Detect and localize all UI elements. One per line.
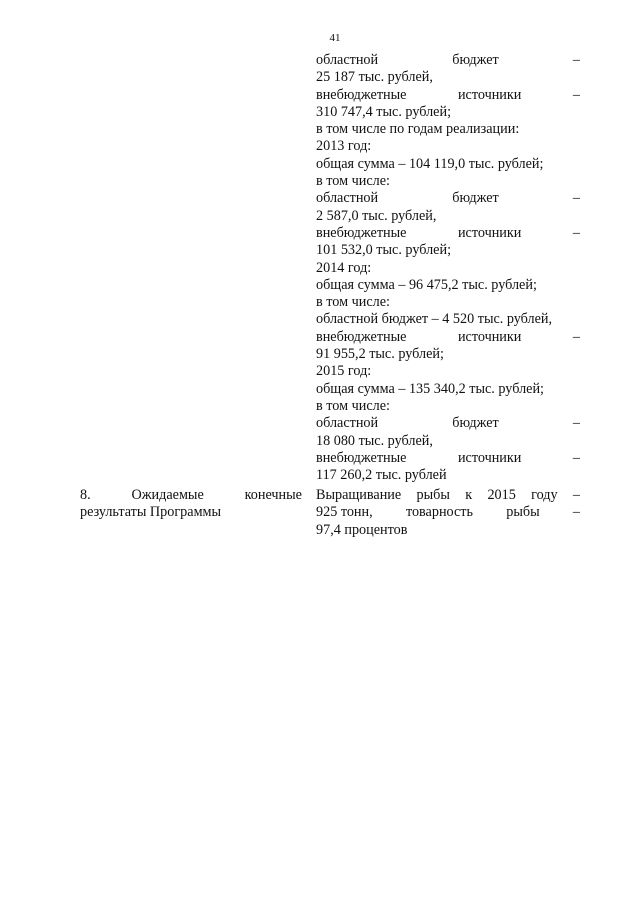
text-fragment: 2015 <box>487 487 516 503</box>
financing-line <box>316 277 580 294</box>
item-8-value-line <box>316 504 580 521</box>
text-fragment: 2 587,0 тыс. рублей, <box>316 207 437 224</box>
text-fragment: 117 260,2 тыс. рублей <box>316 467 447 484</box>
text-fragment: году <box>531 487 558 503</box>
text-fragment: – <box>572 52 580 68</box>
text-fragment: – <box>572 449 580 466</box>
text-fragment: общая сумма – 96 475,2 тыс. рублей; <box>316 276 537 293</box>
item-8-value <box>316 487 580 539</box>
financing-line <box>316 242 580 259</box>
text-fragment: 8. <box>80 487 91 503</box>
text-fragment: Ожидаемые <box>131 487 204 503</box>
financing-line <box>316 190 580 207</box>
text-fragment: – <box>572 415 580 432</box>
item-8-label-line <box>80 504 302 521</box>
text-fragment: областной <box>316 52 379 68</box>
financing-line <box>316 433 580 450</box>
text-fragment: рыбы <box>506 504 540 521</box>
text-fragment: в том числе: <box>316 294 390 311</box>
text-fragment: – <box>572 328 580 345</box>
text-fragment: внебюджетные <box>316 328 407 345</box>
financing-line <box>316 294 580 311</box>
text-fragment: 91 955,2 тыс. рублей; <box>316 346 444 363</box>
text-fragment: внебюджетные <box>316 224 407 241</box>
text-fragment: 97,4 процентов <box>316 521 408 538</box>
item-8-value-line <box>316 487 580 504</box>
financing-line <box>316 381 580 398</box>
financing-line <box>316 415 580 432</box>
text-fragment: конечные <box>244 487 302 503</box>
financing-section <box>316 52 580 484</box>
text-fragment: внебюджетные <box>316 449 407 466</box>
text-fragment: – <box>572 190 580 207</box>
text-fragment: общая сумма – 135 340,2 тыс. рублей; <box>316 380 544 397</box>
text-fragment: 25 187 тыс. рублей, <box>316 69 433 86</box>
text-fragment: к <box>465 487 473 503</box>
financing-line <box>316 329 580 346</box>
text-fragment: 310 747,4 тыс. рублей; <box>316 103 452 120</box>
text-fragment: рыбы <box>416 487 450 503</box>
text-fragment: Выращивание <box>316 487 402 503</box>
text-fragment: 18 080 тыс. рублей, <box>316 432 433 449</box>
page-number: 41 <box>329 32 341 44</box>
text-fragment: областной бюджет – 4 520 тыс. рублей, <box>316 311 553 328</box>
text-fragment: в том числе: <box>316 173 390 190</box>
item-8-value-line <box>316 522 580 539</box>
financing-line <box>316 467 580 484</box>
text-fragment: в том числе по годам реализации: <box>316 121 520 138</box>
text-fragment: товарность <box>405 504 473 521</box>
item-8-label-line <box>80 487 302 504</box>
financing-line <box>316 138 580 155</box>
financing-line <box>316 363 580 380</box>
text-fragment: 925 тонн, <box>316 504 373 521</box>
financing-line <box>316 260 580 277</box>
text-fragment: 2015 год: <box>316 363 372 380</box>
financing-line <box>316 87 580 104</box>
financing-line <box>316 156 580 173</box>
financing-line <box>316 346 580 363</box>
text-fragment: – <box>572 86 580 103</box>
text-fragment: общая сумма – 104 119,0 тыс. рублей; <box>316 155 544 172</box>
text-fragment: областной <box>316 190 379 207</box>
text-fragment: 2013 год: <box>316 138 372 155</box>
text-fragment: источники <box>457 224 522 241</box>
text-fragment: 2014 год: <box>316 259 372 276</box>
text-fragment: источники <box>457 86 522 103</box>
text-fragment: бюджет <box>452 52 499 68</box>
text-fragment: источники <box>457 449 522 466</box>
financing-line <box>316 173 580 190</box>
text-fragment: бюджет <box>452 190 499 207</box>
text-fragment: – <box>572 487 580 503</box>
financing-line <box>316 450 580 467</box>
financing-line <box>316 121 580 138</box>
financing-line <box>316 225 580 242</box>
financing-line <box>316 104 580 121</box>
text-fragment: областной <box>316 415 379 432</box>
text-fragment: результаты Программы <box>80 504 222 521</box>
text-fragment: бюджет <box>452 415 499 432</box>
text-fragment: в том числе: <box>316 397 390 414</box>
financing-line <box>316 69 580 86</box>
text-fragment: – <box>572 504 580 521</box>
text-fragment: внебюджетные <box>316 86 407 103</box>
text-fragment: – <box>572 224 580 241</box>
financing-line <box>316 398 580 415</box>
financing-line <box>316 208 580 225</box>
financing-line <box>316 311 580 328</box>
text-fragment: 101 532,0 тыс. рублей; <box>316 242 452 259</box>
text-fragment: источники <box>457 328 522 345</box>
item-8-label <box>80 487 302 522</box>
financing-line <box>316 52 580 69</box>
